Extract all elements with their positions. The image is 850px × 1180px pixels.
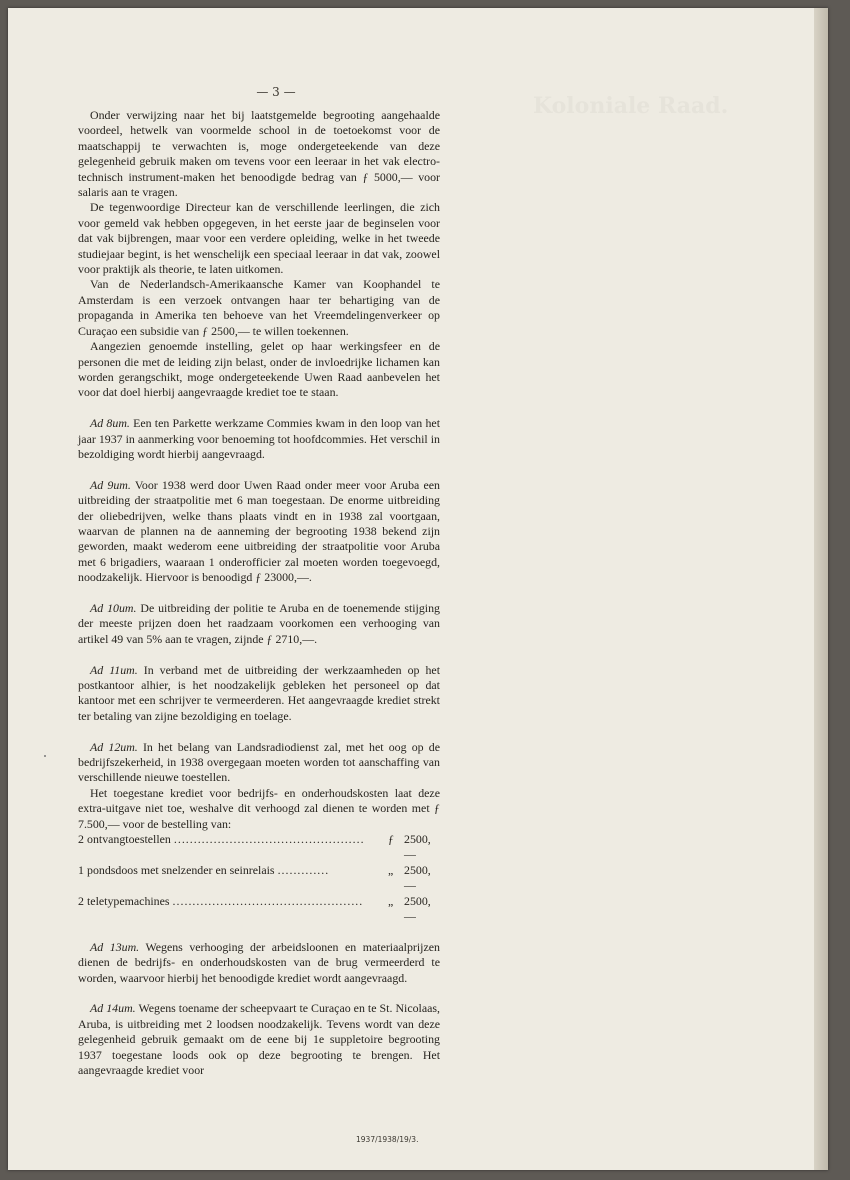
paragraph: Het toegestane krediet voor bedrijfs- en onderhoudskosten laat deze extra-uitgave niet toe, weshalve dit verhoogd zal dienen te worden met ƒ 7.500,— voor de bestelling van: <box>78 785 440 831</box>
item-amount: 2500,— <box>404 832 431 862</box>
item-currency: ƒ <box>388 832 394 847</box>
paragraph: De tegenwoordige Directeur kan de verschillende leerlingen, die zich voor gemeld vak hebben opgegeven, in het eerste jaar de beginselen voor dat vak bijbrengen, maar voor een verdere opleiding, welke in het tweede studiejaar begint, is het wenschelijk een speciaal leeraar in dat vak, zoowel voor praktijk als theorie, te laten uitkomen. <box>78 200 440 277</box>
section-text: Een ten Parkette werkzame Commies kwam in den loop van het jaar 1937 in aanmerking voor benoeming tot hoofdcommies. Het verschil in bezoldiging wordt hierbij aangevraagd. <box>78 416 440 461</box>
section-label: Ad 11um. <box>90 662 138 677</box>
document-page <box>8 8 828 1170</box>
section-text: De uitbreiding der politie te Aruba en de toenemende stijging der meeste prijzen doen het raadzaam voorkomen een verhooging van artikel 49 van 5% aan te vragen, zijnde ƒ 2710,—. <box>78 600 441 646</box>
section-ad-9 <box>78 478 440 586</box>
item-description: pondsdoos met snelzender en seinrelais <box>87 862 275 877</box>
list-item <box>78 863 440 894</box>
item-qty: 2 <box>78 832 84 847</box>
section-ad-13 <box>78 940 440 986</box>
section-text: In het belang van Landsradiodienst zal, met het oog op de bedrijfszekerheid, in 1938 overgegaan moeten worden tot aanschaffing van verschillende nieuwe toestellen. <box>78 739 440 785</box>
item-description: teletypemachines <box>87 893 170 908</box>
item-amount: 2500,— <box>404 893 431 924</box>
equipment-list <box>78 832 440 924</box>
paragraph: Onder verwijzing naar het bij laatstgemelde begrooting aangehaalde voordeel, hetwelk van voormelde school in de toetoekomst voor de maatschappij te verwachten is, moge ondergeteekende van deze gelegenheid gebruik maken om tevens voor een leeraar in het vak electro-technisch instrument-maken het benoodigde bedrag van ƒ 5000,— voor salaris aan te vragen. <box>78 108 440 200</box>
body-text <box>78 108 440 1078</box>
page-number: — 3 — <box>256 85 296 99</box>
section-text: Voor 1938 werd door Uwen Raad onder meer voor Aruba een uitbreiding der straatpolitie met 6 man toegestaan. De enorme uitbreiding der oliebedrijven, welke thans plaats vindt en in 1938 zal voortgaan, waarvan de plannen na de aanneming der begrooting 1938 bekend zijn geworden, maakt wederom eene uitbreiding der straatpolitie voor Aruba met 6 brigadiers, waaraan 1 onderofficier zal moeten worden toegevoegd, noodzakelijk. Hiervoor is benoodigd ƒ 23000,—. <box>78 477 440 585</box>
document-code: 1937/1938/19/3. <box>356 1135 419 1144</box>
list-item <box>78 832 440 863</box>
section-ad-14 <box>78 1001 440 1078</box>
item-leader-dots: ................................................ <box>173 832 365 847</box>
section-text: In verband met de uitbreiding der werkzaamheden op het postkantoor alhier, is het noodzakelijk gebleken het personeel op dat kantoor met een schrijver te vermeerderen. Het aangevraagde krediet strekt ter betaling van zijne bezoldiging en toelage. <box>78 662 441 723</box>
page-edge <box>814 8 828 1170</box>
item-description: ontvangtoestellen <box>87 832 171 847</box>
item-currency: „ <box>388 862 394 877</box>
section-ad-10 <box>78 601 440 647</box>
section-ad-12 <box>78 740 440 786</box>
section-ad-11 <box>78 663 440 725</box>
section-label: Ad 14um. <box>90 1001 136 1016</box>
list-item <box>78 894 440 925</box>
section-label: Ad 12um. <box>90 739 138 754</box>
section-label: Ad 9um. <box>90 477 131 492</box>
paragraph: Van de Nederlandsch-Amerikaansche Kamer van Koophandel te Amsterdam is een verzoek ontvangen haar ter behartiging van de propaganda in Amerika ten behoeve van het Vreemdelingenverkeer op Curaçao een subsidie van ƒ 2500,— te willen toekennen. <box>78 277 440 338</box>
item-leader-dots: ............. <box>277 862 330 877</box>
item-leader-dots: ................................................ <box>172 893 364 908</box>
paper-speck <box>44 755 46 757</box>
section-ad-8 <box>78 416 440 462</box>
paragraph: Aangezien genoemde instelling, gelet op haar werkingsfeer en de personen die met de leiding zijn belast, onder de invloedrijke lichamen kan worden gerangschikt, moge ondergeteekende Uwen Raad aanbevelen het voor dat doel hierbij aangevraagde krediet toe te staan. <box>78 339 440 400</box>
bleed-through-text: Koloniale Raad. <box>533 93 729 119</box>
item-currency: „ <box>388 893 394 908</box>
section-label: Ad 10um. <box>90 600 137 615</box>
item-qty: 1 <box>78 862 84 877</box>
section-text: Wegens verhooging der arbeidsloonen en materiaalprijzen dienen de bedrijfs- en onderhoudskosten van de brug vermeerderd te worden, waarvoor hierbij het benoodigde krediet wordt aangevraagd. <box>78 939 440 985</box>
item-qty: 2 <box>78 893 84 908</box>
section-label: Ad 13um. <box>90 939 140 954</box>
item-amount: 2500,— <box>404 862 431 893</box>
section-text: Wegens toename der scheepvaart te Curaçao en te St. Nicolaas, Aruba, is uitbreiding met 2 loodsen noodzakelijk. Tevens wordt van deze gelegenheid gebruik gemaakt om de eene bij 1e suppletoire begrooting 1937 toegestane loods ook op deze begrooting te brengen. Het aangevraagde krediet voor <box>78 1001 441 1078</box>
section-label: Ad 8um. <box>90 416 130 431</box>
